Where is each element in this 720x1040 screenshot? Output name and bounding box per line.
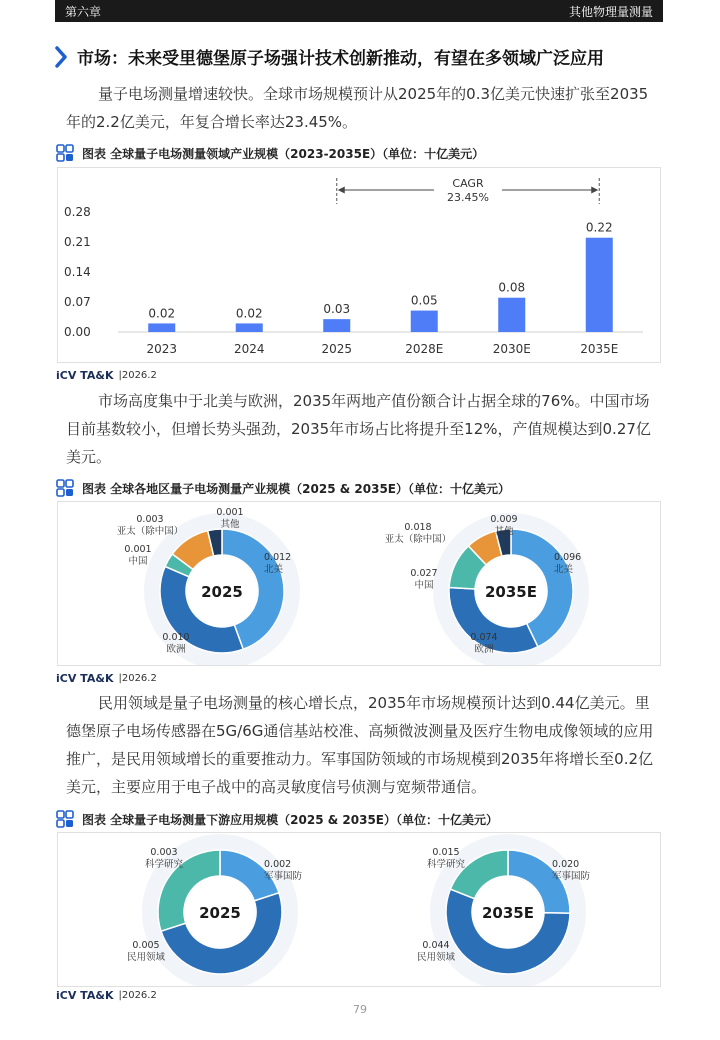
slice-category-label: 欧洲 — [166, 644, 186, 655]
slice-value-label: 0.010 — [162, 632, 190, 643]
paragraph-market-growth: 量子电场测量增速较快。全球市场规模预计从2025年的0.3亿美元快速扩张至2035年的2.2亿美元，年复合增长率达23.45%。 — [66, 85, 649, 131]
slice-value-label: 0.001 — [124, 544, 152, 555]
source-date: |2026.2 — [118, 990, 157, 1001]
bar-value-label: 0.22 — [585, 220, 613, 235]
slice-category-label: 中国 — [414, 580, 434, 591]
application-donut-panel — [57, 832, 661, 987]
chapter-label: 第六章 — [65, 4, 102, 19]
bar-value-label: 0.05 — [410, 293, 438, 308]
section-label: 其他物理量测量 — [568, 4, 653, 19]
figure-title-2 — [56, 479, 510, 497]
chart-grid-icon — [56, 144, 74, 162]
slice-category-label: 军事国防 — [264, 871, 303, 882]
chart-grid-icon — [56, 810, 74, 828]
source-date: |2026.2 — [118, 370, 157, 381]
slice-value-label: 0.003 — [150, 847, 178, 858]
slice-category-label: 北美 — [264, 564, 284, 575]
slice-value-label: 0.018 — [404, 522, 432, 533]
figure-title-2-text: 图表 全球各地区量子电场测量产业规模（2025 & 2035E）（单位：十亿美元） — [82, 481, 510, 496]
chart-grid-icon — [56, 479, 74, 497]
slice-category-label: 北美 — [554, 564, 574, 575]
section-title-text: 市场：未来受里德堡原子场强计技术创新推动，有望在多领域广泛应用 — [77, 49, 604, 69]
x-tick-label: 2024 — [233, 342, 265, 356]
donut-2035E — [417, 834, 591, 986]
y-tick-label: 0.07 — [64, 295, 91, 309]
cagr-value: 23.45% — [447, 191, 489, 204]
source-date: |2026.2 — [118, 673, 157, 684]
slice-value-label: 0.003 — [136, 514, 164, 525]
slice-category-label: 亚太（除中国） — [384, 534, 452, 545]
bar-value-label: 0.03 — [323, 302, 351, 317]
slice-category-label: 其他 — [494, 526, 514, 537]
slice-value-label: 0.005 — [132, 940, 160, 951]
cagr-arrow-right-head — [591, 187, 598, 194]
figure-title-3 — [56, 810, 498, 828]
page-number: 79 — [353, 1003, 367, 1016]
y-tick-label: 0.00 — [64, 325, 91, 339]
slice-category-label: 其他 — [220, 519, 240, 530]
slice-category-label: 中国 — [128, 556, 148, 567]
x-tick-label: 2023 — [146, 342, 178, 356]
x-tick-label: 2030E — [492, 342, 531, 356]
donut-2025 — [127, 834, 303, 986]
source-logo: iCV TA&K — [56, 672, 114, 685]
paragraph-applications: 民用领域是量子电场测量的核心增长点，2035年市场规模预计达到0.44亿美元。里德堡原子电场传感器在5G/6G通信基站校准、高频微波测量及医疗生物电成像领域的应用推广，是民用领域增长的重要推动力。军事国防领域的市场规模到2035年将增长至0.2亿美元，主要应用于电子战中的高灵敏度信号侦测与宽频带通信。 — [66, 694, 654, 796]
donut-2035E — [385, 513, 589, 665]
regional-donut-panel — [57, 501, 661, 666]
bar-2035E — [586, 238, 613, 332]
paragraph-regional: 市场高度集中于北美与欧洲，2035年两地产值份额合计占据全球的76%。中国市场目前基数较小，但增长势头强劲，2035年市场占比将提升至12%，产值规模达到0.27亿美元。 — [66, 392, 651, 466]
source-note-3 — [56, 989, 157, 1002]
source-logo: iCV TA&K — [56, 369, 114, 382]
y-tick-label: 0.14 — [64, 265, 91, 279]
slice-value-label: 0.027 — [410, 568, 438, 579]
page-header — [55, 0, 663, 22]
slice-category-label: 军事国防 — [552, 871, 591, 882]
slice-category-label: 民用领域 — [416, 952, 456, 963]
figure-title-3-text: 图表 全球量子电场测量下游应用规模（2025 & 2035E）（单位：十亿美元） — [82, 812, 498, 827]
bar-chart-panel — [57, 167, 661, 363]
slice-value-label: 0.044 — [422, 940, 450, 951]
slice-value-label: 0.074 — [470, 632, 498, 643]
donut-2025 — [117, 507, 300, 665]
bar-2028E — [411, 311, 438, 332]
slice-value-label: 0.002 — [264, 859, 292, 870]
source-note-1 — [56, 369, 157, 382]
source-logo: iCV TA&K — [56, 989, 114, 1002]
bar-2030E — [498, 298, 525, 332]
slice-value-label: 0.012 — [264, 552, 292, 563]
x-tick-label: 2025 — [321, 342, 353, 356]
slice-value-label: 0.009 — [490, 514, 518, 525]
donut-center-label: 2035E — [482, 904, 534, 922]
bar-2023 — [148, 323, 175, 332]
y-tick-label: 0.28 — [64, 205, 91, 219]
slice-category-label: 欧洲 — [474, 644, 494, 655]
donut-center-label: 2025 — [201, 583, 243, 601]
cagr-arrow-left-head — [338, 187, 345, 194]
bar-value-label: 0.08 — [498, 280, 526, 295]
section-title — [55, 44, 604, 69]
slice-value-label: 0.096 — [554, 552, 582, 563]
donut-center-label: 2035E — [485, 583, 537, 601]
bar-2024 — [236, 323, 263, 332]
chevron-right-icon — [55, 46, 67, 68]
x-tick-label: 2035E — [580, 342, 619, 356]
slice-value-label: 0.020 — [552, 859, 580, 870]
figure-title-1 — [56, 144, 484, 162]
application-donut-charts — [58, 833, 660, 986]
source-note-2 — [56, 672, 157, 685]
donut-center-label: 2025 — [199, 904, 241, 922]
regional-donut-charts — [58, 502, 660, 665]
slice-category-label: 科学研究 — [144, 859, 184, 870]
slice-category-label: 科学研究 — [426, 859, 466, 870]
slice-value-label: 0.001 — [216, 507, 244, 518]
bar-2025 — [323, 319, 350, 332]
bar-value-label: 0.02 — [235, 306, 263, 321]
y-tick-label: 0.21 — [64, 235, 91, 249]
x-tick-label: 2028E — [405, 342, 444, 356]
bar-chart — [58, 168, 660, 362]
slice-category-label: 亚太（除中国） — [116, 526, 184, 537]
bar-value-label: 0.02 — [148, 306, 176, 321]
figure-title-1-text: 图表 全球量子电场测量领域产业规模（2023-2035E）（单位：十亿美元） — [82, 146, 485, 161]
slice-category-label: 民用领域 — [126, 952, 166, 963]
slice-value-label: 0.015 — [432, 847, 460, 858]
cagr-label: CAGR — [452, 177, 484, 190]
